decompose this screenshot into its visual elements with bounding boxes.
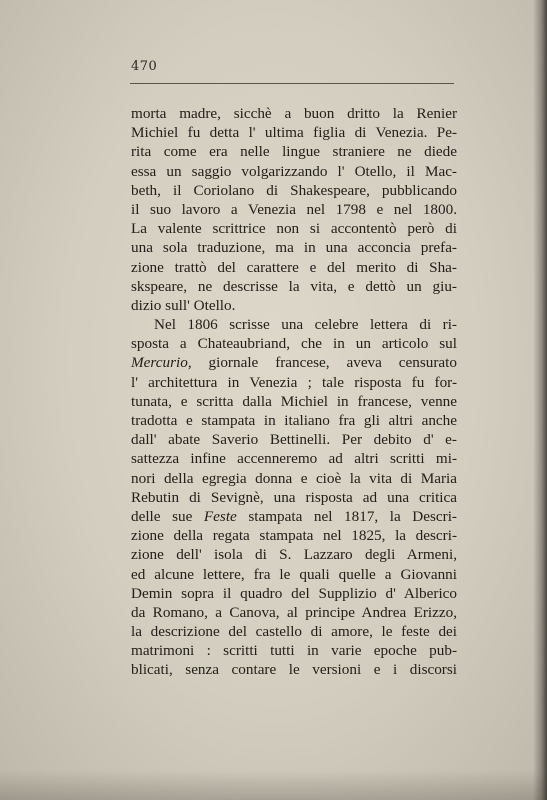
text-line: zione trattò del carattere e del merito di Sha- bbox=[131, 258, 457, 276]
text-line: Michiel fu detta l' ultima figlia di Venezia. Pe- bbox=[131, 124, 457, 142]
text-line: morta madre, sicchè a buon dritto la Renier bbox=[131, 105, 457, 122]
text-line: Rebutin di Sevignè, una risposta ad una critica bbox=[131, 488, 457, 506]
text-line: l' architettura in Venezia ; tale risposta fu for- bbox=[131, 373, 457, 391]
text-run: stampata nel 1817, la Descri- bbox=[236, 507, 457, 525]
header-rule bbox=[130, 83, 454, 84]
text-line: sposta a Chateaubriand, che in un articolo sul bbox=[131, 335, 457, 353]
text-line: ed alcune lettere, fra le quali quelle a Giovanni bbox=[131, 565, 457, 583]
page-bottom-shadow bbox=[0, 770, 547, 800]
text-line: da Romano, a Canova, al principe Andrea Erizzo, bbox=[131, 603, 457, 621]
text-line: blicati, senza contare le versioni e i discorsi bbox=[131, 661, 457, 679]
italic-title: Feste bbox=[203, 507, 237, 525]
text-line: rita come era nelle lingue straniere ne diede bbox=[131, 143, 457, 161]
text-line: zione dell' isola di S. Lazzaro degli Armeni, bbox=[131, 546, 457, 564]
text-line bbox=[131, 507, 457, 526]
text-line: Nel 1806 scrisse una celebre lettera di ri- bbox=[154, 316, 457, 334]
text-run: delle sue bbox=[131, 507, 204, 525]
text-line: matrimoni : scritti tutti in varie epoche pub- bbox=[131, 642, 457, 660]
text-line: zione della regata stampata nel 1825, la descri- bbox=[131, 527, 457, 545]
body-text bbox=[131, 104, 457, 680]
text-line: una sola traduzione, ma in una acconcia prefa- bbox=[131, 239, 457, 257]
text-line: Demin sopra il quadro del Supplizio d' Alberico bbox=[131, 584, 457, 602]
text-line: La valente scrittrice non si accontentò però di bbox=[131, 220, 457, 238]
text-line: tunata, e scritta dalla Michiel in francese, venne bbox=[131, 392, 457, 410]
text-line: il suo lavoro a Venezia nel 1798 e nel 1800. bbox=[131, 200, 457, 218]
text-line: essa un saggio volgarizzando l' Otello, il Mac- bbox=[131, 162, 457, 180]
text-line: beth, il Coriolano di Shakespeare, pubblicando bbox=[131, 181, 457, 199]
text-line: tradotta e stampata in italiano fra gli altri anche bbox=[131, 412, 457, 429]
text-line: skspeare, ne descrisse la vita, e dettò un giu- bbox=[131, 277, 457, 295]
text-line: nori della egregia donna e cioè la vita di Maria bbox=[131, 469, 457, 487]
page-number: 470 bbox=[131, 59, 158, 74]
italic-title: Mercurio bbox=[131, 354, 188, 372]
page-edge-shadow bbox=[533, 0, 547, 800]
text-line: dizio sull' Otello. bbox=[131, 296, 236, 314]
text-line: la descrizione del castello di amore, le feste dei bbox=[131, 623, 457, 641]
text-line: dall' abate Saverio Bettinelli. Per debito d' e- bbox=[131, 431, 457, 449]
text-run: , giornale francese, aveva censurato bbox=[187, 354, 457, 372]
text-line bbox=[131, 353, 457, 372]
text-line: sattezza infine accenneremo ad altri scritti mi- bbox=[131, 450, 457, 468]
